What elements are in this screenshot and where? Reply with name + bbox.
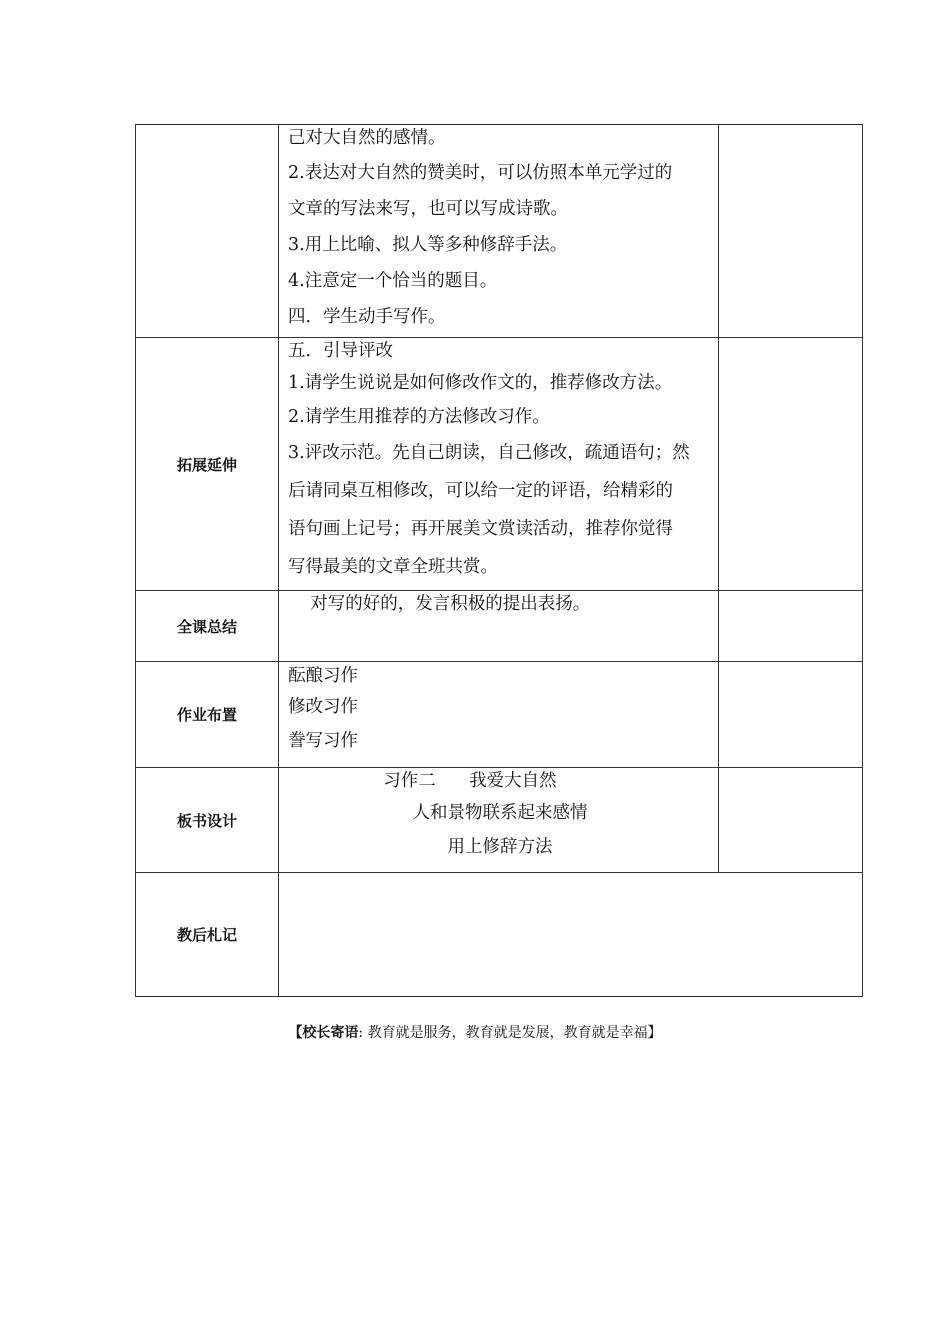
content-line: 用上修辞方法 <box>447 837 553 857</box>
row-label: 拓展延伸 <box>136 338 279 591</box>
footer-prefix: 【校长寄语 <box>288 1025 359 1041</box>
row-label: 板书设计 <box>136 768 279 873</box>
notes-cell <box>719 338 863 591</box>
row-content <box>279 662 719 768</box>
content-line: 2.表达对大自然的赞美时，可以仿照本单元学过的 <box>288 163 673 183</box>
content-line: 3.用上比喻、拟人等多种修辞手法。 <box>288 235 568 255</box>
content-line: 誊写习作 <box>288 731 358 751</box>
row-content <box>279 338 719 591</box>
content-line: 五．引导评改 <box>288 341 393 361</box>
row-content <box>279 125 719 338</box>
lesson-plan-table <box>135 124 863 997</box>
row-content <box>279 768 719 873</box>
content-line: 1.请学生说说是如何修改作文的，推荐修改方法。 <box>288 373 673 393</box>
footer-text: : 教育就是服务，教育就是发展，教育就是幸福】 <box>358 1025 662 1041</box>
row-content <box>279 591 719 662</box>
table-row <box>136 873 863 997</box>
row-content <box>279 873 863 997</box>
row-label: 全课总结 <box>136 591 279 662</box>
content-line: 对写的好的，发言积极的提出表扬。 <box>288 594 591 614</box>
content-line: 4.注意定一个恰当的题目。 <box>288 271 498 291</box>
content-line: 后请同桌互相修改，可以给一定的评语，给精彩的 <box>288 481 673 501</box>
content-line: 2.请学生用推荐的方法修改习作。 <box>288 407 550 427</box>
table-row <box>136 768 863 873</box>
notes-cell <box>719 591 863 662</box>
content-line: 写得最美的文章全班共赏。 <box>288 557 498 577</box>
content-line: 修改习作 <box>288 697 358 717</box>
content-line: 人和景物联系起来感情 <box>412 803 588 823</box>
row-label <box>136 125 279 338</box>
table-row <box>136 591 863 662</box>
content-line: 酝酿习作 <box>288 666 358 686</box>
content-line: 文章的写法来写，也可以写成诗歌。 <box>288 199 568 219</box>
notes-cell <box>719 662 863 768</box>
table-row <box>136 662 863 768</box>
table-row <box>136 338 863 591</box>
content-line: 四．学生动手写作。 <box>288 307 446 327</box>
row-label: 作业布置 <box>136 662 279 768</box>
table-row <box>136 125 863 338</box>
notes-cell <box>719 125 863 338</box>
content-line: 习作二 我爱大自然 <box>383 771 557 791</box>
content-line: 3.评改示范。先自己朗读，自己修改，疏通语句；然 <box>288 443 690 463</box>
notes-cell <box>719 768 863 873</box>
principal-message <box>0 1022 950 1042</box>
content-line: 语句画上记号；再开展美文赏读活动，推荐你觉得 <box>288 519 673 539</box>
content-line: 己对大自然的感情。 <box>288 128 446 148</box>
row-label: 教后札记 <box>136 873 279 997</box>
